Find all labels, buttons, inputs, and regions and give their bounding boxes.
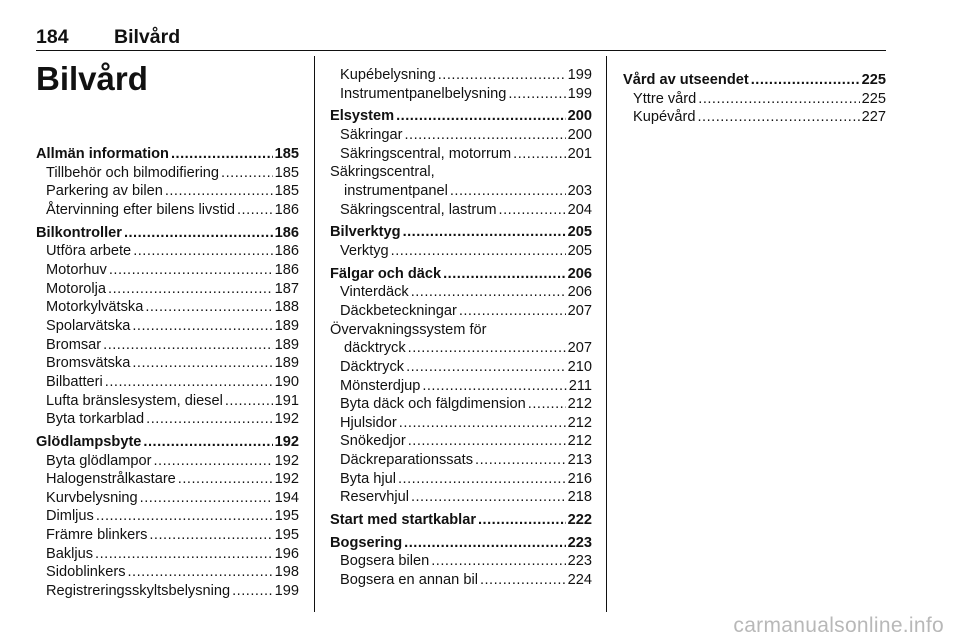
toc-section-entry[interactable] xyxy=(36,145,299,164)
toc-entry-title: Sidoblinkers xyxy=(46,564,126,581)
toc-column-1 xyxy=(36,145,299,601)
toc-entry[interactable] xyxy=(330,377,592,396)
toc-entry-title: Reservhjul xyxy=(340,489,409,506)
dot-leader xyxy=(146,410,272,429)
dot-leader xyxy=(403,223,566,242)
toc-entry-title: Utföra arbete xyxy=(46,243,132,260)
dot-leader xyxy=(697,108,859,127)
toc-section-entry[interactable] xyxy=(36,433,299,452)
toc-page-number: 223 xyxy=(567,553,592,570)
toc-page-number: 211 xyxy=(568,377,592,394)
toc-page-number: 201 xyxy=(567,145,592,162)
toc-entry-title: Snökedjor xyxy=(340,433,406,450)
toc-page-number: 205 xyxy=(567,224,592,241)
toc-entry-title: Bromsvätska xyxy=(46,355,131,372)
toc-entry[interactable] xyxy=(36,392,299,411)
toc-entry[interactable] xyxy=(330,358,592,377)
dot-leader xyxy=(109,261,273,280)
dot-leader xyxy=(95,545,273,564)
dot-leader xyxy=(124,224,273,243)
toc-entry[interactable] xyxy=(330,571,592,590)
dot-leader xyxy=(133,242,272,261)
dot-leader xyxy=(698,90,859,109)
toc-page-number: 199 xyxy=(567,85,592,102)
toc-entry-title: Övervakningssystem för xyxy=(330,321,487,338)
toc-section-entry[interactable] xyxy=(330,511,592,530)
dot-leader xyxy=(431,552,565,571)
toc-entry-title: Elsystem xyxy=(330,108,395,125)
toc-page-number: 186 xyxy=(274,261,299,278)
dot-leader xyxy=(237,201,273,220)
dot-leader xyxy=(411,283,566,302)
dot-leader xyxy=(398,470,566,489)
toc-entry-title: Motorhuv xyxy=(46,261,107,278)
dot-leader xyxy=(221,164,273,183)
toc-entry-title: Hjulsidor xyxy=(340,414,397,431)
toc-entry-title: Kupébelysning xyxy=(340,67,436,83)
dot-leader xyxy=(422,377,566,396)
toc-entry-title: Byta torkarblad xyxy=(46,411,145,428)
toc-entry[interactable] xyxy=(36,452,299,471)
toc-entry[interactable] xyxy=(36,201,299,220)
dot-leader xyxy=(171,145,273,164)
dot-leader xyxy=(478,511,566,530)
dot-leader xyxy=(132,354,272,373)
dot-leader xyxy=(108,280,273,299)
toc-page-number: 186 xyxy=(274,243,299,260)
toc-page-number: 188 xyxy=(274,299,299,316)
dot-leader xyxy=(105,373,273,392)
toc-entry[interactable] xyxy=(330,470,592,489)
toc-entry[interactable] xyxy=(36,373,299,392)
toc-entry[interactable] xyxy=(330,552,592,571)
toc-entry[interactable] xyxy=(36,261,299,280)
watermark: carmanualsonline.info xyxy=(733,614,944,637)
toc-entry-title: Dimljus xyxy=(46,508,94,525)
toc-entry-title: Däcktryck xyxy=(340,358,405,375)
toc-section-entry[interactable] xyxy=(330,107,592,126)
toc-entry[interactable] xyxy=(36,182,299,201)
toc-entry-title: Bilbatteri xyxy=(46,373,103,390)
toc-entry-title: Säkringar xyxy=(340,126,403,143)
chapter-heading: Bilvård xyxy=(36,60,148,97)
toc-entry[interactable] xyxy=(36,582,299,601)
dot-leader xyxy=(399,414,566,433)
toc-page-number: 192 xyxy=(274,411,299,428)
toc-entry-title: Däckreparationssats xyxy=(340,452,474,469)
toc-entry[interactable] xyxy=(36,470,299,489)
dot-leader xyxy=(450,182,566,201)
toc-entry-title: Verktyg xyxy=(340,242,389,259)
toc-page-number: 210 xyxy=(567,358,592,375)
toc-entry[interactable] xyxy=(36,242,299,261)
running-title: Bilvård xyxy=(114,26,181,48)
toc-page-number: 185 xyxy=(274,183,299,200)
toc-entry-title: Motorkylvätska xyxy=(46,299,144,316)
toc-page-number: 199 xyxy=(567,67,592,83)
toc-entry-title: Byta hjul xyxy=(340,470,396,487)
page-header xyxy=(36,26,885,48)
toc-page-number: 198 xyxy=(274,564,299,581)
toc-page-number: 227 xyxy=(861,109,886,126)
toc-page-number: 195 xyxy=(274,527,299,544)
dot-leader xyxy=(406,358,566,377)
dot-leader xyxy=(178,470,273,489)
dot-leader xyxy=(96,507,273,526)
toc-entry-title: Instrumentpanelbelysning xyxy=(340,85,507,102)
toc-page-number: 200 xyxy=(567,126,592,143)
dot-leader xyxy=(232,582,273,601)
column-divider xyxy=(606,56,607,612)
toc-entry-title: Byta däck och fälgdimension xyxy=(340,396,526,413)
toc-entry-title: Halogenstrålkastare xyxy=(46,471,176,488)
dot-leader xyxy=(411,488,566,507)
toc-page-number: 192 xyxy=(274,452,299,469)
toc-page-number: 185 xyxy=(274,164,299,181)
dot-leader xyxy=(149,526,272,545)
dot-leader xyxy=(443,265,566,284)
dot-leader xyxy=(128,563,273,582)
toc-page-number: 207 xyxy=(567,340,592,357)
toc-entry-title: Bromsar xyxy=(46,336,102,353)
toc-column-2 xyxy=(330,66,592,590)
toc-entry[interactable] xyxy=(36,336,299,355)
toc-entry-title: Bogsering xyxy=(330,534,403,551)
toc-page-number: 195 xyxy=(274,508,299,525)
toc-page-number: 218 xyxy=(567,489,592,506)
toc-entry-title: Vinterdäck xyxy=(340,284,409,301)
dot-leader xyxy=(508,85,565,104)
dot-leader xyxy=(132,317,272,336)
toc-entry[interactable] xyxy=(36,317,299,336)
toc-entry[interactable] xyxy=(330,126,592,145)
toc-page-number: 194 xyxy=(274,489,299,506)
toc-entry[interactable] xyxy=(36,563,299,582)
dot-leader xyxy=(438,66,566,85)
toc-page-number: 216 xyxy=(567,470,592,487)
toc-entry-title: Start med startkablar xyxy=(330,512,476,529)
toc-entry-title: Främre blinkers xyxy=(46,527,148,544)
dot-leader xyxy=(751,71,860,90)
toc-page-number: 203 xyxy=(567,182,592,199)
toc-page-number: 189 xyxy=(274,336,299,353)
toc-entry-title: Byta glödlampor xyxy=(46,452,152,469)
toc-page-number: 207 xyxy=(567,302,592,319)
toc-entry-title: Kurvbelysning xyxy=(46,489,138,506)
toc-page-number: 212 xyxy=(567,396,592,413)
toc-entry-title: däcktryck xyxy=(344,340,406,357)
toc-entry[interactable] xyxy=(330,163,592,182)
toc-section-entry[interactable] xyxy=(330,265,592,284)
toc-entry-title: Spolarvätska xyxy=(46,317,131,334)
toc-entry-title: Parkering av bilen xyxy=(46,183,163,200)
toc-entry[interactable] xyxy=(623,90,886,109)
toc-entry[interactable] xyxy=(330,242,592,261)
toc-entry[interactable] xyxy=(36,489,299,508)
toc-entry[interactable] xyxy=(330,451,592,470)
toc-page-number: 213 xyxy=(567,452,592,469)
toc-entry[interactable] xyxy=(36,545,299,564)
dot-leader xyxy=(103,336,273,355)
toc-entry-title: Registreringsskyltsbelysning xyxy=(46,583,231,600)
toc-page-number: 191 xyxy=(274,392,299,409)
dot-leader xyxy=(165,182,273,201)
toc-entry[interactable] xyxy=(36,354,299,373)
toc-entry-title: Allmän information xyxy=(36,146,169,162)
toc-entry[interactable] xyxy=(36,280,299,299)
header-rule xyxy=(36,50,886,51)
toc-page-number: 204 xyxy=(567,201,592,218)
toc-section-entry[interactable] xyxy=(623,71,886,90)
dot-leader xyxy=(408,432,566,451)
dot-leader xyxy=(396,107,566,126)
toc-page-number: 222 xyxy=(567,512,592,529)
toc-page-number: 223 xyxy=(567,534,592,551)
toc-entry-title: Bogsera en annan bil xyxy=(340,572,478,589)
dot-leader xyxy=(499,201,566,220)
column-divider xyxy=(314,56,315,612)
toc-page-number: 212 xyxy=(567,433,592,450)
toc-page-number: 189 xyxy=(274,317,299,334)
dot-leader xyxy=(225,392,273,411)
toc-entry[interactable] xyxy=(330,321,592,340)
toc-entry[interactable] xyxy=(330,201,592,220)
toc-entry[interactable] xyxy=(330,414,592,433)
toc-entry[interactable] xyxy=(36,298,299,317)
dot-leader xyxy=(404,126,565,145)
toc-entry[interactable] xyxy=(330,66,592,85)
toc-entry[interactable] xyxy=(330,395,592,414)
toc-page-number: 185 xyxy=(274,146,299,162)
toc-page-number: 196 xyxy=(274,545,299,562)
toc-entry-title: Lufta bränslesystem, diesel xyxy=(46,392,223,409)
dot-leader xyxy=(391,242,566,261)
toc-section-entry[interactable] xyxy=(330,223,592,242)
toc-entry-title: Motorolja xyxy=(46,280,107,297)
dot-leader xyxy=(480,571,566,590)
toc-entry[interactable] xyxy=(36,410,299,429)
toc-entry[interactable] xyxy=(330,488,592,507)
toc-entry-title: Bogsera bilen xyxy=(340,553,430,570)
toc-entry[interactable] xyxy=(330,302,592,321)
toc-page-number: 187 xyxy=(274,280,299,297)
toc-entry[interactable] xyxy=(330,283,592,302)
dot-leader xyxy=(143,433,272,452)
toc-page-number: 200 xyxy=(567,108,592,125)
dot-leader xyxy=(145,298,272,317)
toc-page-number: 225 xyxy=(861,90,886,107)
toc-entry-title: Yttre vård xyxy=(633,90,697,107)
dot-leader xyxy=(459,302,566,321)
toc-section-entry[interactable] xyxy=(330,534,592,553)
toc-page-number: 189 xyxy=(274,355,299,372)
toc-entry-title: Däckbeteckningar xyxy=(340,302,457,319)
toc-entry-title: Fälgar och däck xyxy=(330,265,442,282)
toc-page-number: 224 xyxy=(567,572,592,589)
toc-page-number: 212 xyxy=(567,414,592,431)
dot-leader xyxy=(528,395,566,414)
toc-entry[interactable] xyxy=(36,507,299,526)
toc-entry-title: Tillbehör och bilmodifiering xyxy=(46,164,220,181)
toc-entry-title: Bakljus xyxy=(46,545,94,562)
toc-page-number: 186 xyxy=(274,201,299,218)
dot-leader xyxy=(513,145,566,164)
toc-page-number: 186 xyxy=(274,224,299,241)
toc-entry-title: Vård av utseendet xyxy=(623,72,749,88)
dot-leader xyxy=(153,452,272,471)
toc-page-number: 190 xyxy=(274,373,299,390)
toc-page-number: 192 xyxy=(274,471,299,488)
toc-entry-title: Säkringscentral, lastrum xyxy=(340,201,497,218)
toc-page-number: 192 xyxy=(274,433,299,450)
toc-entry-title: Säkringscentral, motorrum xyxy=(340,145,512,162)
toc-entry-title: Mönsterdjup xyxy=(340,377,421,394)
toc-entry[interactable] xyxy=(36,164,299,183)
page-number: 184 xyxy=(36,26,69,48)
dot-leader xyxy=(404,534,565,553)
toc-entry-title: instrumentpanel xyxy=(344,182,448,199)
toc-page-number: 206 xyxy=(567,284,592,301)
toc-page-number: 225 xyxy=(861,72,886,88)
toc-entry-title: Bilverktyg xyxy=(330,224,401,241)
toc-section-entry[interactable] xyxy=(36,224,299,243)
toc-entry-title: Glödlampsbyte xyxy=(36,433,142,450)
toc-entry[interactable] xyxy=(330,85,592,104)
toc-entry[interactable] xyxy=(623,108,886,127)
toc-entry[interactable] xyxy=(330,432,592,451)
toc-entry-title: Säkringscentral, xyxy=(330,164,435,181)
toc-entry-title: Återvinning efter bilens livstid xyxy=(46,201,235,218)
toc-entry[interactable] xyxy=(330,145,592,164)
dot-leader xyxy=(140,489,273,508)
toc-entry[interactable] xyxy=(330,339,592,358)
toc-page-number: 205 xyxy=(567,242,592,259)
dot-leader xyxy=(475,451,566,470)
dot-leader xyxy=(408,339,566,358)
toc-entry[interactable] xyxy=(330,182,592,201)
toc-page-number: 199 xyxy=(274,583,299,600)
toc-entry-title: Kupévård xyxy=(633,109,696,126)
toc-column-3 xyxy=(623,71,886,127)
toc-entry[interactable] xyxy=(36,526,299,545)
toc-page-number: 206 xyxy=(567,265,592,282)
toc-entry-title: Bilkontroller xyxy=(36,224,122,241)
